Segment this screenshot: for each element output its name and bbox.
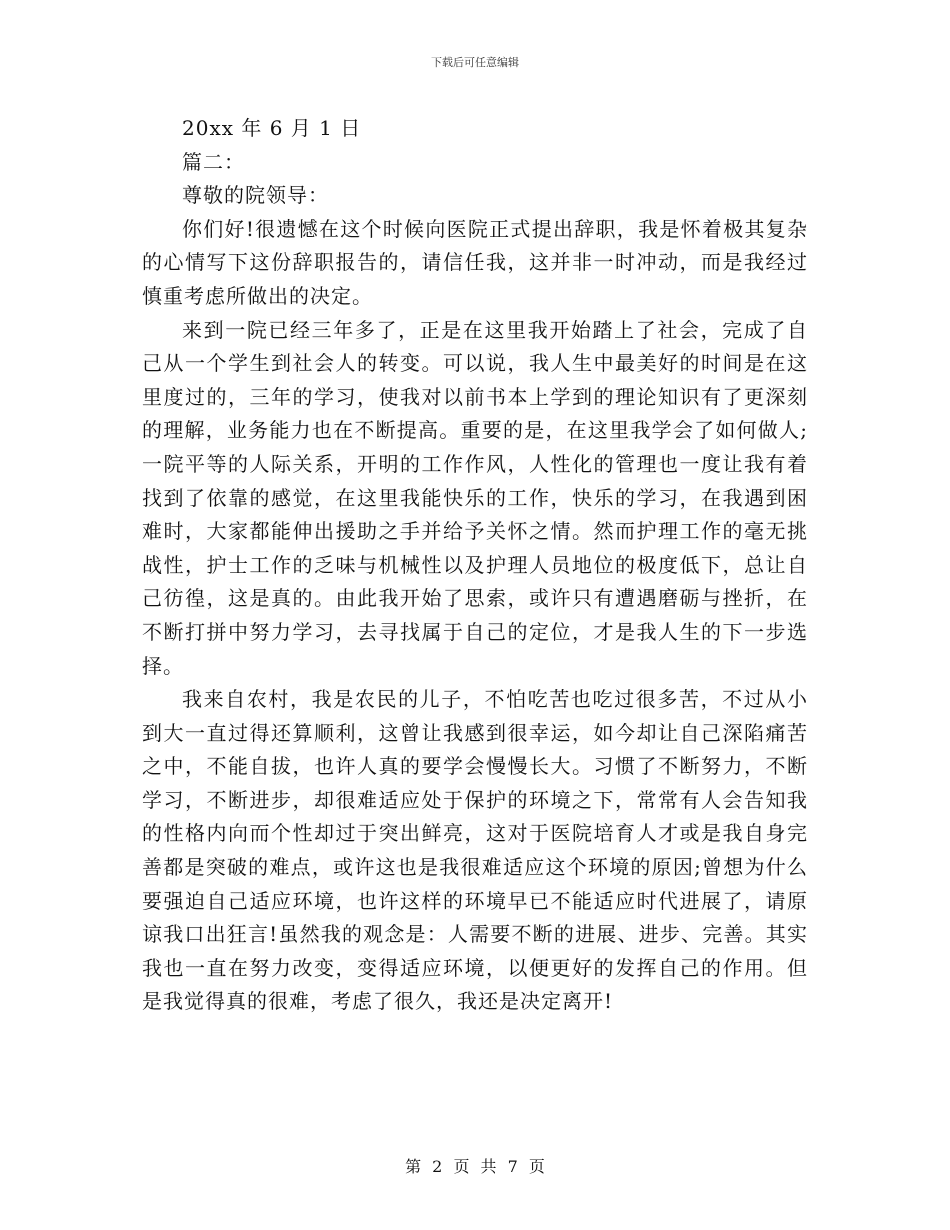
- document-body: [142, 112, 808, 1019]
- section-label: 篇二：: [182, 149, 245, 174]
- paragraph-2: 来到一院已经三年多了，正是在这里我开始踏上了社会，完成了自己从一个学生到社会人的转变。可以说，我人生中最美好的时间是在这里度过的，三年的学习，使我对以前书本上学到的理论知识有了更深刻的理解，业务能力也在不断提高。重要的是，在这里我学会了如何做人;一院平等的人际关系，开明的工作作风，人性化的管理也一度让我有着找到了依靠的感觉，在这里我能快乐的工作，快乐的学习，在我遇到困难时，大家都能伸出援助之手并给予关怀之情。然而护理工作的毫无挑战性，护士工作的乏味与机械性以及护理人员地位的极度低下，总让自己彷徨，这是真的。由此我开始了思索，或许只有遭遇磨砺与挫折，在不断打拼中努力学习，去寻找属于自己的定位，才是我人生的下一步选择。: [142, 317, 808, 678]
- paragraph-3: 我来自农村，我是农民的儿子，不怕吃苦也吃过很多苦，不过从小到大一直过得还算顺利，这曾让我感到很幸运，如今却让自己深陷痛苦之中，不能自拔，也许人真的要学会慢慢长大。习惯了不断努力，不断学习，不断进步，却很难适应处于保护的环境之下，常常有人会告知我的性格内向而个性却过于突出鲜亮，这对于医院培育人才或是我自身完善都是突破的难点，或许这也是我很难适应这个环境的原因;曾想为什么要强迫自己适应环境，也许这样的环境早已不能适应时代进展了，请原谅我口出狂言!虽然我的观念是：人需要不断的进展、进步、完善。其实我也一直在努力改变，变得适应环境，以便更好的发挥自己的作用。但是我觉得真的很难，考虑了很久，我还是决定离开!: [142, 687, 808, 1014]
- document-date: 20xx 年 6 月 1 日: [182, 116, 362, 140]
- paragraph-1: 你们好!很遗憾在这个时候向医院正式提出辞职，我是怀着极其复杂的心情写下这份辞职报告的，请信任我，这并非一时冲动，而是我经过慎重考虑所做出的决定。: [142, 216, 808, 308]
- page-header-note: 下载后可任意编辑: [431, 56, 519, 69]
- salutation: 尊敬的院领导：: [182, 183, 329, 208]
- page-number-footer: 第 2 页 共 7 页: [405, 1157, 545, 1176]
